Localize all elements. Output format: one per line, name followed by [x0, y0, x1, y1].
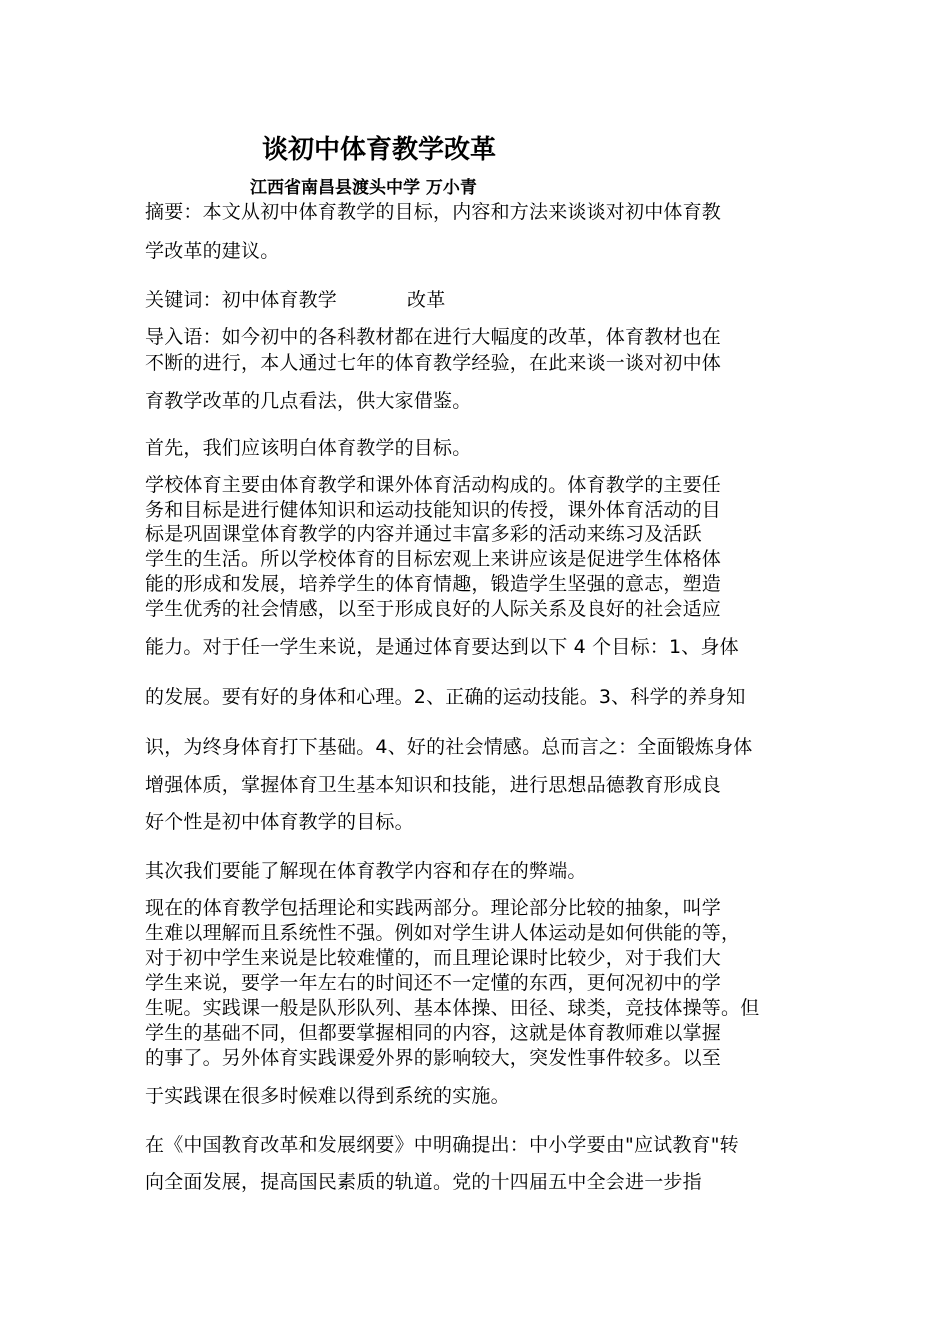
text-line: 现在的体育教学包括理论和实践两部分。理论部分比较的抽象，叫学 [145, 897, 722, 919]
text-line: 能的形成和发展，培养学生的体育情趣，锻造学生坚强的意志，塑造 [145, 573, 722, 595]
text-line: 增强体质，掌握体育卫生基本知识和技能，进行思想品德教育形成良 [145, 774, 722, 796]
author-line: 江西省南昌县渡头中学 万小青 [250, 178, 477, 198]
text-line: 好个性是初中体育教学的目标。 [145, 811, 414, 833]
text-line: 学生来说，要学一年左右的时间还不一定懂的东西，更何况初中的学 [145, 972, 722, 994]
text-line: 其次我们要能了解现在体育教学内容和存在的弊端。 [145, 860, 587, 882]
text-line: 生呢。实践课一般是队形队列、基本体操、田径、球类，竞技体操等。但 [145, 997, 760, 1019]
text-line: 摘要：本文从初中体育教学的目标，内容和方法来谈谈对初中体育教 [145, 201, 722, 223]
text-line: 学改革的建议。 [145, 240, 280, 262]
document-title: 谈初中体育教学改革 [262, 135, 497, 165]
text-line: 的事了。另外体育实践课爱外界的影响较大，突发性事件较多。以至 [145, 1047, 722, 1069]
text-line: 标是巩固课堂体育教学的内容并通过丰富多彩的活动来练习及活跃 [145, 523, 702, 545]
text-line: 向全面发展，提高国民素质的轨道。党的十四届五中全会进一步指 [145, 1171, 702, 1193]
text-line: 不断的进行，本人通过七年的体育教学经验，在此来谈一谈对初中体 [145, 352, 722, 374]
text-line: 导入语：如今初中的各科教材都在进行大幅度的改革，体育教材也在 [145, 326, 722, 348]
text-line: 学生优秀的社会情感，以至于形成良好的人际关系及良好的社会适应 [145, 598, 722, 620]
text-line: 的发展。要有好的身体和心理。2、正确的运动技能。3、科学的养身知 [145, 686, 746, 708]
text-line: 育教学改革的几点看法，供大家借鉴。 [145, 390, 472, 412]
text-line: 于实践课在很多时候难以得到系统的实施。 [145, 1085, 510, 1107]
keywords-label: 关键词：初中体育教学 [145, 289, 338, 311]
text-line: 生难以理解而且系统性不强。例如对学生讲人体运动是如何供能的等， [145, 922, 741, 944]
keywords-term: 改革 [407, 289, 446, 311]
text-line: 首先，我们应该明白体育教学的目标。 [145, 437, 472, 459]
text-line: 在《中国教育改革和发展纲要》中明确提出：中小学要由"应试教育"转 [145, 1134, 739, 1156]
keywords-line [145, 287, 445, 313]
text-line: 务和目标是进行健体知识和运动技能知识的传授，课外体育活动的目 [145, 499, 722, 521]
text-line: 能力。对于任一学生来说，是通过体育要达到以下 4 个目标：1、身体 [145, 636, 739, 658]
text-line: 学生的基础不同，但都要掌握相同的内容，这就是体育教师难以掌握 [145, 1022, 722, 1044]
text-line: 识，为终身体育打下基础。4、好的社会情感。总而言之：全面锻炼身体 [145, 736, 753, 758]
text-line: 学校体育主要由体育教学和课外体育活动构成的。体育教学的主要任 [145, 474, 722, 496]
text-line: 对于初中学生来说是比较难懂的，而且理论课时比较少，对于我们大 [145, 947, 722, 969]
text-line: 学生的生活。所以学校体育的目标宏观上来讲应该是促进学生体格体 [145, 548, 722, 570]
